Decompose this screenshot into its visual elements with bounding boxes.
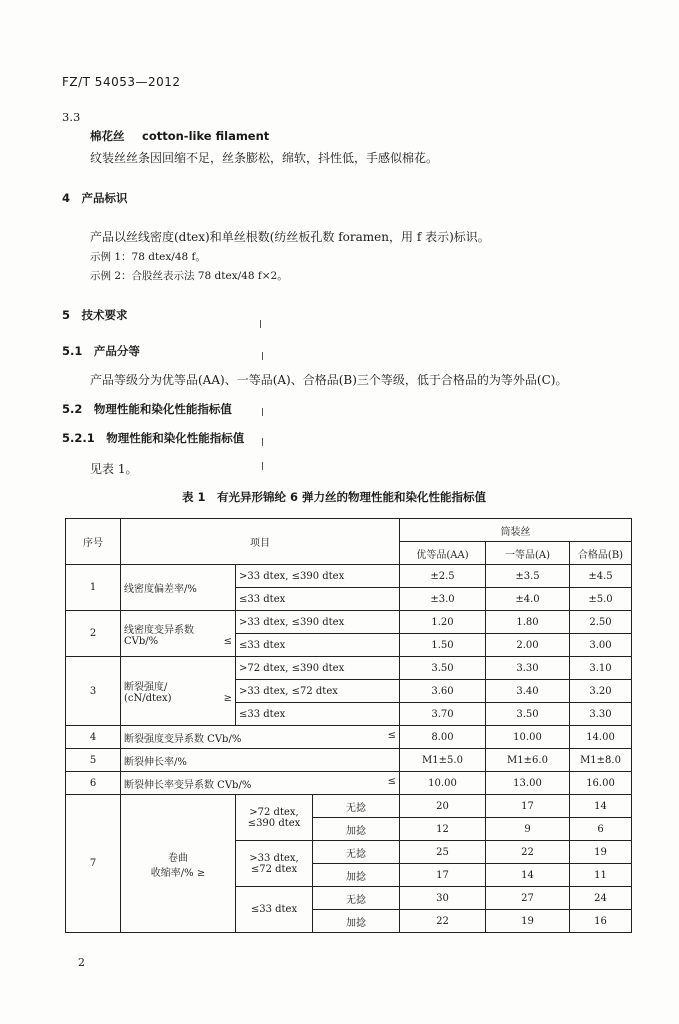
value-aa: 20	[400, 795, 486, 818]
row-no: 5	[66, 749, 121, 772]
see-table: 见表 1。	[90, 462, 138, 476]
value-b: M1±8.0	[570, 749, 632, 772]
value-b: 14.00	[570, 726, 632, 749]
table-row	[66, 749, 632, 772]
row-item-line1: 线密度变异系数	[124, 624, 194, 636]
twist-type: 加捻	[313, 910, 400, 933]
value-aa: 3.70	[400, 703, 486, 726]
example-2: 示例 2：合股丝表示法 78 dtex/48 f×2。	[90, 270, 288, 282]
example-1: 示例 1：78 dtex/48 f。	[90, 251, 206, 263]
value-a: 14	[486, 864, 570, 887]
value-a: 2.00	[486, 634, 570, 657]
value-aa: 12	[400, 818, 486, 841]
header-grade-a: 一等品(A)	[486, 542, 570, 565]
table-row	[66, 565, 632, 588]
value-a: 9	[486, 818, 570, 841]
heading-performance-indicators-sub: 5.2.1 物理性能和染化性能指标值	[62, 431, 245, 445]
row-item-line2: CVb/% ≤	[124, 635, 232, 647]
row-item: 断裂伸长率变异系数 CVb/% ≤	[121, 772, 400, 795]
row-item	[121, 611, 236, 657]
header-no: 序号	[66, 519, 121, 565]
row-condition: ≤33 dtex	[236, 588, 400, 611]
value-b: 3.10	[570, 657, 632, 680]
value-b: ±5.0	[570, 588, 632, 611]
row-condition: >33 dtex, ≤72 dtex	[236, 680, 400, 703]
value-b: 14	[570, 795, 632, 818]
value-aa: 25	[400, 841, 486, 864]
scan-mark	[260, 320, 261, 328]
twist-type: 无捻	[313, 795, 400, 818]
row-item-line2: (cN/dtex) ≥	[124, 693, 232, 704]
row-condition: ≤33 dtex	[236, 703, 400, 726]
heading-product-marking: 4 产品标识	[62, 191, 128, 205]
scan-mark	[262, 408, 263, 416]
value-aa: 22	[400, 910, 486, 933]
heading-technical-requirements: 5 技术要求	[62, 308, 128, 322]
row-no: 6	[66, 772, 121, 795]
value-b: 2.50	[570, 611, 632, 634]
value-aa: 17	[400, 864, 486, 887]
value-b: 3.20	[570, 680, 632, 703]
value-b: 3.00	[570, 634, 632, 657]
geq-sign: ≥	[223, 693, 232, 704]
term-en: cotton-like filament	[142, 129, 270, 143]
table-row	[66, 657, 632, 680]
table-row	[66, 726, 632, 749]
spec-table	[65, 518, 632, 933]
row-no: 1	[66, 565, 121, 611]
row-condition: >33 dtex, ≤390 dtex	[236, 565, 400, 588]
value-a: 13.00	[486, 772, 570, 795]
row-item-line2: 收缩率/% ≥	[150, 867, 206, 879]
value-b: 16	[570, 910, 632, 933]
value-b: ±4.5	[570, 565, 632, 588]
value-a: 3.30	[486, 657, 570, 680]
value-aa: 1.20	[400, 611, 486, 634]
twist-type: 无捻	[313, 887, 400, 910]
header-grade-b: 合格品(B)	[570, 542, 632, 565]
twist-type: 无捻	[313, 841, 400, 864]
table-row	[66, 611, 632, 634]
row-item: 线密度偏差率/%	[121, 565, 236, 611]
value-a: ±4.0	[486, 588, 570, 611]
value-b: 6	[570, 818, 632, 841]
heading-performance-indicators: 5.2 物理性能和染化性能指标值	[62, 402, 232, 416]
value-aa: 10.00	[400, 772, 486, 795]
value-aa: 1.50	[400, 634, 486, 657]
twist-group-condition: >33 dtex, ≤72 dtex	[236, 841, 313, 887]
table-row	[66, 795, 632, 818]
value-a: 27	[486, 887, 570, 910]
twist-group-condition: ≤33 dtex	[236, 887, 313, 933]
row-item	[121, 657, 236, 726]
term-definition: 纹装丝丝条因回缩不足，丝条膨松，绵软，抖性低，手感似棉花。	[90, 151, 439, 165]
twist-type: 加捻	[313, 864, 400, 887]
row-no: 4	[66, 726, 121, 749]
row-item-line1: 卷曲	[168, 852, 188, 864]
scan-mark	[262, 438, 263, 446]
value-a: 22	[486, 841, 570, 864]
row-no: 7	[66, 795, 121, 933]
header-item: 项目	[121, 519, 400, 565]
value-aa: 3.50	[400, 657, 486, 680]
value-a: 3.50	[486, 703, 570, 726]
grading-paragraph: 产品等级分为优等品(AA)、一等品(A)、合格品(B)三个等级，低于合格品的为等外品(C)。	[90, 373, 568, 387]
row-no: 2	[66, 611, 121, 657]
row-item	[121, 795, 236, 933]
value-aa: ±2.5	[400, 565, 486, 588]
row-condition: >33 dtex, ≤390 dtex	[236, 611, 400, 634]
value-aa: 8.00	[400, 726, 486, 749]
leq-sign: ≤	[387, 729, 396, 741]
page-number: 2	[78, 956, 85, 969]
value-aa: M1±5.0	[400, 749, 486, 772]
heading-product-grading: 5.1 产品分等	[62, 344, 140, 358]
value-b: 24	[570, 887, 632, 910]
standard-code: FZ/T 54053—2012	[62, 75, 181, 89]
value-a: 1.80	[486, 611, 570, 634]
value-a: ±3.5	[486, 565, 570, 588]
row-condition: >72 dtex, ≤390 dtex	[236, 657, 400, 680]
table-row	[66, 772, 632, 795]
value-aa: 3.60	[400, 680, 486, 703]
value-a: 10.00	[486, 726, 570, 749]
row-item: 断裂伸长率/%	[121, 749, 400, 772]
row-condition: ≤33 dtex	[236, 634, 400, 657]
table-header-row	[66, 519, 632, 542]
leq-sign: ≤	[387, 775, 396, 787]
value-a: 19	[486, 910, 570, 933]
value-aa: ±3.0	[400, 588, 486, 611]
twist-type: 加捻	[313, 818, 400, 841]
value-b: 16.00	[570, 772, 632, 795]
header-group: 筒装丝	[400, 519, 632, 542]
row-item-line1: 断裂强度/	[124, 682, 168, 693]
scan-mark	[262, 462, 263, 470]
value-a: 3.40	[486, 680, 570, 703]
row-no: 3	[66, 657, 121, 726]
value-b: 3.30	[570, 703, 632, 726]
row-item: 断裂强度变异系数 CVb/% ≤	[121, 726, 400, 749]
value-a: 17	[486, 795, 570, 818]
twist-group-condition: >72 dtex, ≤390 dtex	[236, 795, 313, 841]
value-b: 11	[570, 864, 632, 887]
value-aa: 30	[400, 887, 486, 910]
value-a: M1±6.0	[486, 749, 570, 772]
section-number: 3.3	[62, 110, 81, 124]
scan-mark	[262, 352, 263, 360]
leq-sign: ≤	[223, 635, 232, 647]
term-cn: 棉花丝	[90, 129, 125, 143]
marking-paragraph: 产品以丝线密度(dtex)和单丝根数(纺丝板孔数 foramen，用 f 表示)标识。	[90, 230, 490, 244]
value-b: 19	[570, 841, 632, 864]
table-caption: 表 1 有光异形锦纶 6 弹力丝的物理性能和染化性能指标值	[182, 490, 487, 504]
header-grade-aa: 优等品(AA)	[400, 542, 486, 565]
